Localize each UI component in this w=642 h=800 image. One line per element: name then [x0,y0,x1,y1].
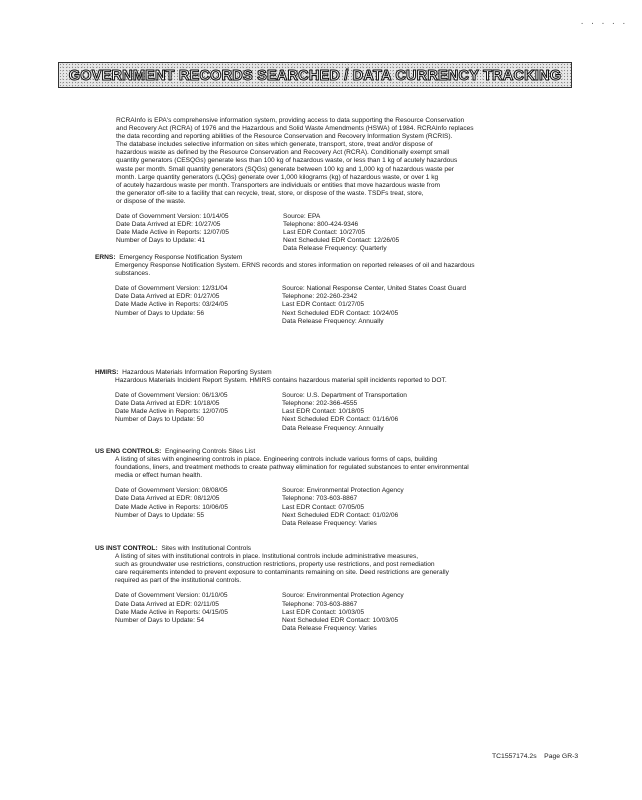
detail-right: Last EDR Contact: 01/27/05 [282,301,365,309]
desc-line: RCRAInfo is EPA's comprehensive information system, providing access to data supporting the Resource Conservation [116,117,465,124]
desc-line: Emergency Response Notification System. ERNS records and stores information on reported releases of oil and hazardous [115,262,475,270]
section-us-eng-controls [95,448,557,528]
page-title: GOVERNMENT RECORDS SEARCHED / DATA CURRENCY TRACKING [68,68,562,84]
section-details [95,392,557,432]
detail-right: Last EDR Contact: 07/05/05 [282,503,365,511]
detail-right: Telephone: 202-366-4555 [282,400,358,408]
desc-line: substances. [115,270,151,278]
section-code: US INST CONTROL: [95,545,158,552]
desc-line: A listing of sites with institutional controls in place. Institutional controls include administrative measures, [115,553,419,561]
detail-left: Number of Days to Update: 41 [116,237,206,245]
detail-right: Telephone: 202-260-2342 [282,293,358,301]
desc-line: A listing of sites with engineering controls in place. Engineering controls include various forms of caps, building [115,456,438,464]
detail-right: Source: U.S. Department of Transportation [282,392,407,400]
section-name: Hazardous Materials Information Reporting System [122,369,272,376]
corner-mark: · · · · · [580,20,627,28]
detail-right: Source: Environmental Protection Agency [282,592,404,600]
section-name: Engineering Controls Sites List [164,448,256,455]
section-hmirs [95,369,557,433]
detail-right: Next Scheduled EDR Contact: 01/16/06 [282,416,399,424]
section-heading [95,254,557,262]
detail-right: Next Scheduled EDR Contact: 10/03/05 [282,616,399,624]
detail-right: Source: EPA [283,213,321,221]
detail-left: Date Made Active in Reports: 12/07/05 [115,408,228,416]
detail-left: Date Made Active in Reports: 10/06/05 [115,503,228,511]
rcrainfo-block [116,117,556,254]
detail-right: Telephone: 703-603-8867 [282,495,358,503]
section-heading [95,369,557,377]
section-details [95,592,557,632]
desc-line: the data recording and reporting abilities of the Resource Conservation and Recovery Information System (RCRIS). [116,133,453,141]
section-code: HMIRS: [95,369,119,376]
detail-left: Date Data Arrived at EDR: 10/18/05 [115,400,220,408]
detail-left: Number of Days to Update: 56 [115,309,205,317]
section-name: Emergency Response Notification System [119,254,243,261]
section-description [95,553,557,585]
detail-left: Date Data Arrived at EDR: 02/11/05 [115,600,219,608]
detail-right: Telephone: 800-424-9346 [283,221,359,229]
detail-right: Data Release Frequency: Varies [282,519,377,527]
report-id: TC1557174.2s [492,753,537,760]
section-details [95,487,557,527]
detail-right: Next Scheduled EDR Contact: 12/26/05 [283,237,400,245]
desc-line: such as groundwater use restrictions, construction restrictions, property use restrictions, and post remediation [115,561,435,569]
detail-right: Data Release Frequency: Varies [282,624,377,632]
detail-right: Telephone: 703-603-8867 [282,600,358,608]
desc-line: The database includes selective information on sites which generate, transport, store, treat and/or dispose of [116,141,433,149]
detail-left: Date of Government Version: 08/08/05 [115,487,228,495]
detail-right: Source: National Response Center, United States Coast Guard [282,285,466,293]
detail-left: Number of Days to Update: 54 [115,616,205,624]
detail-left: Date of Government Version: 06/13/05 [115,392,228,400]
rcrainfo-details [116,213,556,253]
detail-left: Date Made Active in Reports: 03/24/05 [115,301,228,309]
title-banner [58,62,572,88]
page-footer [492,753,578,761]
detail-right: Next Scheduled EDR Contact: 01/02/06 [282,511,399,519]
detail-right: Source: Environmental Protection Agency [282,487,404,495]
detail-left: Date of Government Version: 10/14/05 [116,213,229,221]
section-us-inst-control [95,545,557,633]
desc-line: required as part of the institutional controls. [115,577,242,585]
desc-line: Hazardous Materials Incident Report System. HMIRS contains hazardous material spill incidents reported to DOT. [115,377,447,385]
detail-left: Number of Days to Update: 50 [115,416,205,424]
section-description [95,262,557,278]
desc-line: waste per month. Small quantity generators (SQGs) generate between 100 kg and 1,000 kg of hazardous waste per [116,165,454,173]
desc-line: of acutely hazardous waste per month. Transporters are individuals or entities that move hazardous waste from [116,181,440,189]
detail-right: Last EDR Contact: 10/03/05 [282,608,365,616]
desc-line: or dispose of the waste. [116,197,186,205]
desc-line: quantity generators (CESQGs) generate less than 100 kg of hazardous waste, or less than 1 kg of acutely hazardous [116,157,458,165]
desc-line: hazardous waste as defined by the Resource Conservation and Recovery Act (RCRA). Conditionally exempt small [116,149,450,157]
desc-line: media or effect human health. [115,472,203,480]
section-code: ERNS: [95,254,116,261]
desc-line: month. Large quantity generators (LQGs) generate over 1,000 kilograms (kg) of hazardous waste, or over 1 kg [116,173,439,181]
section-code: US ENG CONTROLS: [95,448,162,455]
detail-left: Date of Government Version: 01/10/05 [115,592,228,600]
desc-line: care requirements intended to prevent exposure to contaminants remaining on site. Deed restrictions are generally [115,569,449,577]
section-description [95,456,557,480]
rcrainfo-description [116,117,556,206]
section-name: Sites with Institutional Controls [161,545,252,552]
detail-right: Last EDR Contact: 10/18/05 [282,408,365,416]
detail-right: Data Release Frequency: Annually [282,424,384,432]
detail-left: Date Data Arrived at EDR: 08/12/05 [115,495,220,503]
detail-left: Date Made Active in Reports: 04/15/05 [115,608,228,616]
desc-line: and Recovery Act (RCRA) of 1976 and the Hazardous and Solid Waste Amendments (HSWA) of 1984. RCRAInfo replaces [116,125,474,133]
detail-right: Next Scheduled EDR Contact: 10/24/05 [282,309,399,317]
section-heading [95,448,557,456]
desc-line: the generator off-site to a facility that can recycle, treat, store, or dispose of the waste. TSDFs treat, store, [116,189,424,197]
section-details [95,285,557,325]
detail-right: Data Release Frequency: Annually [282,317,384,325]
detail-left: Number of Days to Update: 55 [115,511,205,519]
detail-left: Date Made Active in Reports: 12/07/05 [116,229,229,237]
detail-left: Date of Government Version: 12/31/04 [115,285,228,293]
desc-line: foundations, liners, and treatment methods to create pathway elimination for regulated substances to enter environmental [115,464,469,472]
section-erns [95,254,557,326]
section-description [95,377,557,385]
page-number: Page GR-3 [544,753,579,760]
detail-left: Date Data Arrived at EDR: 10/27/05 [116,221,221,229]
detail-right: Data Release Frequency: Quarterly [283,245,387,253]
detail-right: Last EDR Contact: 10/27/05 [283,229,366,237]
section-heading [95,545,557,553]
detail-left: Date Data Arrived at EDR: 01/27/05 [115,293,220,301]
